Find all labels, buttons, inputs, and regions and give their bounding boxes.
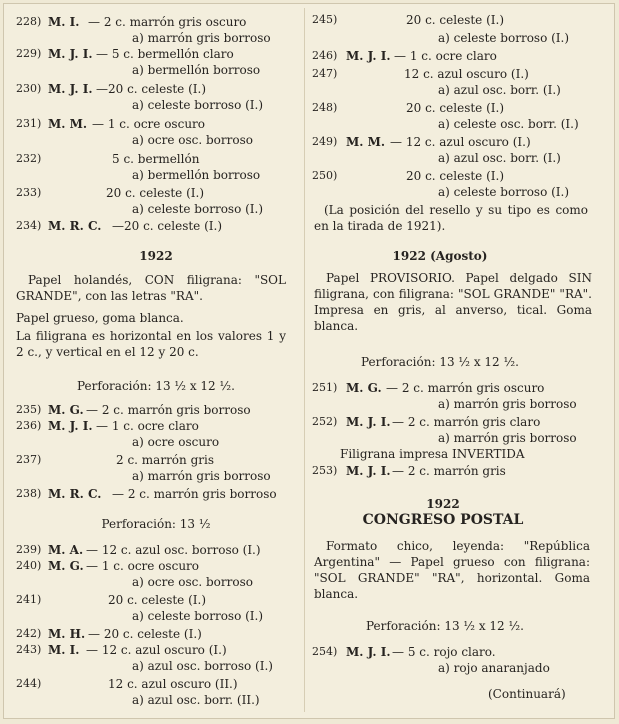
list-item: a) bermellón borroso [132, 63, 261, 77]
list-item: 244) 12 c. azul oscuro (II.) [16, 677, 238, 691]
list-item: 240) M. G. — 1 c. ocre oscuro [16, 559, 200, 573]
list-item: 254) M. J. I. — 5 c. rojo claro. [312, 645, 496, 659]
list-item: a) marrón gris borroso [132, 469, 271, 483]
year-heading: 1922 [426, 497, 460, 511]
list-item: a) azul osc. borr. (II.) [132, 693, 260, 707]
list-item: 251) M. G. — 2 c. marrón gris oscuro [312, 381, 545, 395]
list-item: 252) M. J. I. — 2 c. marrón gris claro [312, 415, 541, 429]
list-item: 238) M. R. C. — 2 c. marrón gris borroso [16, 487, 277, 501]
list-item: 237) 2 c. marrón gris [16, 453, 214, 467]
perforation-line: Perforación: 13 ½ x 12 ½. [77, 379, 235, 393]
list-item: 247) 12 c. azul oscuro (I.) [312, 67, 529, 81]
list-item: 250) 20 c. celeste (I.) [312, 169, 505, 183]
list-item: 232) 5 c. bermellón [16, 152, 200, 166]
list-item: 230) M. J. I. —20 c. celeste (I.) [16, 82, 207, 96]
perforation-line: Perforación: 13 ½ [101, 517, 211, 531]
list-item: a) azul osc. borr. (I.) [438, 83, 561, 97]
list-item: a) celeste borroso (I.) [132, 609, 264, 623]
list-item: Filigrana impresa INVERTIDA [340, 447, 525, 461]
list-item: a) celeste borroso (I.) [438, 31, 570, 45]
list-item: a) celeste borroso (I.) [438, 185, 570, 199]
list-item: a) rojo anaranjado [438, 661, 550, 675]
list-item: 249) M. M. — 12 c. azul oscuro (I.) [312, 135, 531, 149]
list-item: a) ocre oscuro [132, 435, 220, 449]
perforation-line: Perforación: 13 ½ x 12 ½. [361, 355, 519, 369]
list-item: a) marrón gris borroso [438, 431, 577, 445]
list-item: a) marrón gris borroso [132, 31, 271, 45]
catalog-page [3, 3, 615, 719]
list-item: 253) M. J. I. — 2 c. marrón gris [312, 464, 506, 478]
continued-note: (Continuará) [488, 687, 566, 701]
list-item: a) celeste borroso (I.) [132, 202, 264, 216]
list-item: 248) 20 c. celeste (I.) [312, 101, 505, 115]
list-item: a) celeste osc. borr. (I.) [438, 117, 579, 131]
list-item: 242) M. H. — 20 c. celeste (I.) [16, 627, 202, 641]
list-item: 243) M. I. — 12 c. azul oscuro (I.) [16, 643, 227, 657]
list-item: 239) M. A. — 12 c. azul osc. borroso (I.) [16, 543, 261, 557]
list-item: a) marrón gris borroso [438, 397, 577, 411]
list-item: 246) M. J. I. — 1 c. ocre claro [312, 49, 497, 63]
intro-paragraph: Papel holandés, CON filigrana: "SOL GRANDE", con las letras "RA". [16, 273, 286, 303]
list-item: 229) M. J. I. — 5 c. bermellón claro [16, 47, 234, 61]
year-month-heading: 1922 (Agosto) [392, 249, 488, 263]
intro-paragraph: Formato chico, leyenda: "República Argentina" — Papel grueso con filigrana: "SOL GRANDE" "RA", horizontal. Goma blanca. [314, 539, 590, 601]
list-item: a) azul osc. borroso (I.) [132, 659, 273, 673]
list-item: a) bermellón borroso [132, 168, 261, 182]
list-item: 234) M. R. C. —20 c. celeste (I.) [16, 219, 223, 233]
intro-paragraph: La filigrana es horizontal en los valores 1 y 2 c., y vertical en el 12 y 20 c. [16, 329, 286, 359]
list-item: 245) 20 c. celeste (I.) [312, 13, 505, 27]
list-item: 233) 20 c. celeste (I.) [16, 186, 205, 200]
list-item: 231) M. M. — 1 c. ocre oscuro [16, 117, 206, 131]
list-item: 236) M. J. I. — 1 c. ocre claro [16, 419, 199, 433]
intro-paragraph: Papel grueso, goma blanca. [16, 311, 184, 325]
note-paragraph: (La posición del resello y su tipo es como en la tirada de 1921). [314, 203, 588, 233]
list-item: a) ocre osc. borroso [132, 575, 253, 589]
list-item: a) ocre osc. borroso [132, 133, 253, 147]
list-item: a) celeste borroso (I.) [132, 98, 264, 112]
section-title: CONGRESO POSTAL [362, 512, 524, 528]
intro-paragraph: Papel PROVISORIO. Papel delgado SIN filigrana, con filigrana: "SOL GRANDE" "RA". Impresa en gris, al anverso, tical. Goma blanca. [314, 271, 592, 333]
list-item: 228) M. I. — 2 c. marrón gris oscuro [16, 15, 247, 29]
perforation-line: Perforación: 13 ½ x 12 ½. [366, 619, 524, 633]
list-item: 241) 20 c. celeste (I.) [16, 593, 207, 607]
list-item: a) azul osc. borr. (I.) [438, 151, 561, 165]
year-heading: 1922 [139, 249, 173, 263]
list-item: 235) M. G. — 2 c. marrón gris borroso [16, 403, 251, 417]
